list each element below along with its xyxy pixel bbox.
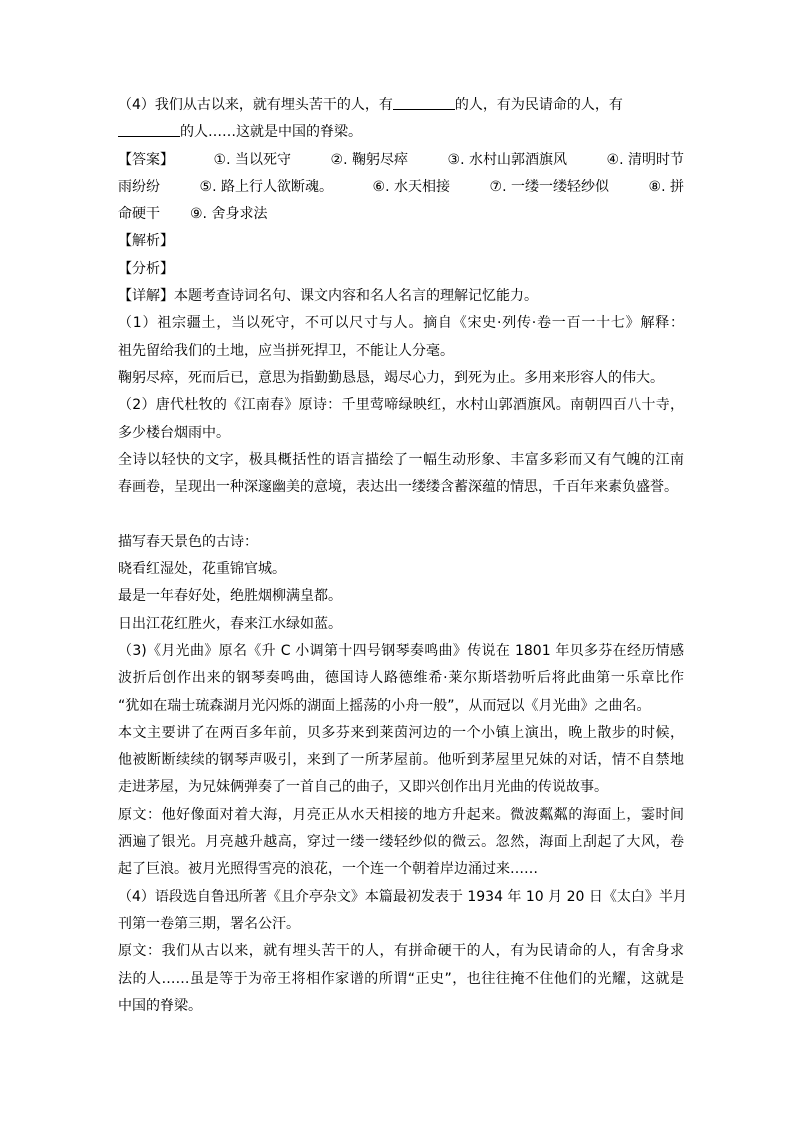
answer-item: ⑥. 水天相接: [372, 178, 450, 195]
detail-line: 最是一年春好处，绝胜烟柳满皇都。: [118, 588, 342, 605]
detail-line: 走进茅屋，为兄妹俩弹奏了一首自己的曲子，又即兴创作出月光曲的传说故事。: [118, 779, 608, 796]
question-text: 的人……这就是中国的脊梁。: [180, 124, 362, 141]
detail-line: 全诗以轻快的文字，极具概括性的语言描绘了一幅生动形象、丰富多彩而又有气魄的江南: [118, 451, 684, 468]
detail-line: 日出江花红胜火，春来江水绿如蓝。: [118, 615, 342, 632]
detail-label: 【详解】: [118, 288, 174, 305]
answer-item: 命硬干: [118, 206, 160, 223]
answer-item: ⑤. 路上行人欲断魂。: [199, 178, 333, 195]
document-page: [118, 92, 687, 1020]
detail-line: （1）祖宗疆土，当以死守，不可以尺寸与人。摘自《宋史·列传·卷一百一十七》解释：: [118, 315, 684, 332]
question-line-2: [118, 119, 684, 146]
detail-body: [118, 310, 687, 1020]
detail-text: 本题考查诗词名句、课文内容和名人名言的理解记忆能力。: [174, 288, 538, 305]
jiexi-label: 【解析】: [118, 233, 174, 250]
detail-line: “犹如在瑞士琉森湖月光闪烁的湖面上摇荡的小舟一般”，从而冠以《月光曲》之曲名。: [118, 697, 651, 714]
detail-line: [118, 501, 684, 528]
answer-item: 雨纷纷: [118, 178, 160, 195]
detail-line: （2）唐代杜牧的《江南春》原诗：千里莺啼绿映红，水村山郭酒旗风。南朝四百八十寺，: [118, 397, 684, 414]
detail-line: 本文主要讲了在两百多年前，贝多芬来到莱茵河边的一个小镇上演出，晚上散步的时候，: [118, 724, 684, 741]
detail-line: 晓看红湿处，花重锦官城。: [118, 561, 286, 578]
fenxi-label: 【分析】: [118, 260, 174, 277]
answer-item: ⑧. 拼: [648, 178, 684, 195]
answer-line-3: [118, 201, 684, 228]
fill-blank: [118, 122, 180, 137]
answer-line-1: [118, 147, 684, 174]
detail-line: 起了巨浪。被月光照得雪亮的浪花，一个连一个朝着岸边涌过来……: [118, 861, 538, 878]
detail-line: 春画卷，呈现出一种深邃幽美的意境，表达出一缕缕含蓄深蕴的情思，千百年来素负盛誉。: [118, 479, 678, 496]
detail-line: 中国的脊梁。: [118, 997, 202, 1014]
detail-line: 原文：我们从古以来，就有埋头苦干的人，有拼命硬干的人，有为民请命的人，有舍身求: [118, 943, 684, 960]
question-line-1: [118, 92, 684, 119]
fill-blank: [393, 95, 455, 110]
answer-item: ②. 鞠躬尽瘁: [330, 151, 408, 168]
answer-item: ⑨. 舍身求法: [190, 206, 268, 223]
detail-line: 刊第一卷第三期，署名公汗。: [118, 915, 300, 932]
question-text: （4）我们从古以来，就有埋头苦干的人，有: [118, 97, 393, 113]
detail-line: 波折后创作出来的钢琴奏鸣曲，德国诗人路德维希·莱尔斯塔勃听后将此曲第一乐章比作: [118, 670, 684, 687]
answer-item: ⑦. 一缕一缕轻纱似: [489, 178, 609, 195]
answer-label: 【答案】: [118, 151, 174, 168]
detail-line: 法的人……虽是等于为帝王将相作家谱的所谓“正史”，也往往掩不住他们的光耀，这就是: [118, 970, 684, 987]
detail-line: 多少楼台烟雨中。: [118, 424, 230, 441]
detail-line: 洒遍了银光。月亮越升越高，穿过一缕一缕轻纱似的微云。忽然，海面上刮起了大风，卷: [118, 834, 684, 851]
answer-item: ③. 水村山郭酒旗风: [447, 151, 567, 168]
detail-line: 他被断断续续的钢琴声吸引，来到了一所茅屋前。他听到茅屋里兄妹的对话，情不自禁地: [118, 752, 684, 769]
detail-line: 描写春天景色的古诗：: [118, 533, 258, 550]
detail-line: （4）语段选自鲁迅所著《且介亭杂文》本篇最初发表于 1934 年 10 月 20 日《太白》半月: [118, 888, 687, 905]
detail-line: 原文：他好像面对着大海，月亮正从水天相接的地方升起来。微波粼粼的海面上，霎时间: [118, 806, 684, 823]
question-text: 的人，有为民请命的人，有: [454, 97, 623, 113]
answer-line-2: [118, 174, 684, 201]
answer-item: ①. 当以死守: [213, 151, 291, 168]
detail-line: [118, 283, 684, 310]
detail-line: 鞠躬尽瘁，死而后已，意思为指勤勤恳恳，竭尽心力，到死为止。多用来形容人的伟大。: [118, 369, 664, 386]
answer-item: ④. 清明时节: [606, 151, 684, 168]
detail-line: 祖先留给我们的土地，应当拼死捍卫，不能让人分毫。: [118, 342, 454, 359]
detail-line: （3)《月光曲》原名《升 C 小调第十四号钢琴奏鸣曲》传说在 1801 年贝多芬在经历情感: [118, 642, 684, 659]
